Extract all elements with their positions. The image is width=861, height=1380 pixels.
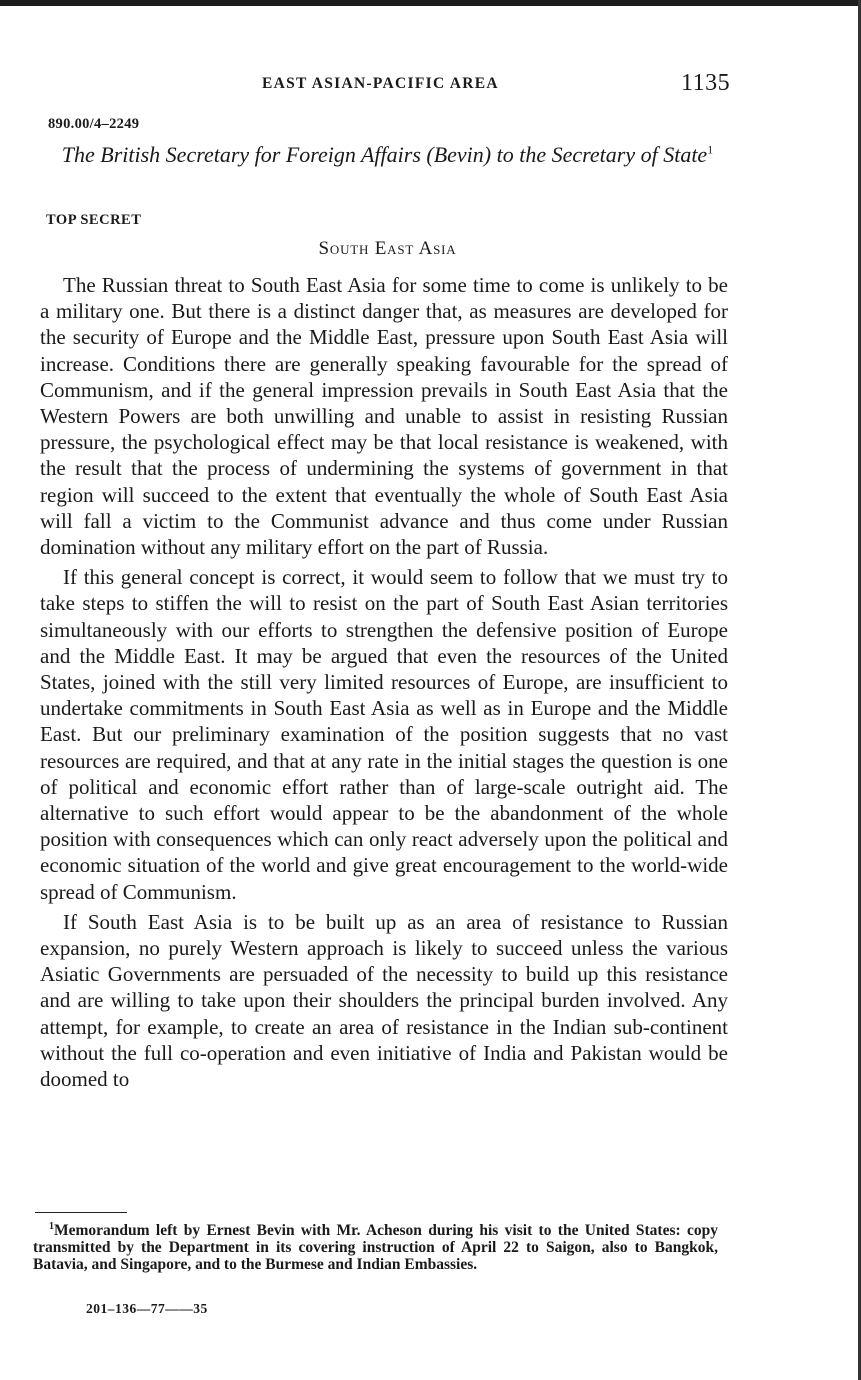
footnote-marker: 1: [49, 1220, 54, 1232]
body-text: [40, 272, 728, 1096]
document-title: [40, 141, 735, 169]
paragraph-1: The Russian threat to South East Asia for some time to come is unlikely to be a military one. But there is a distinct danger that, as measures are developed for the security of Europe and the Middle East, pressure upon South East Asia will increase. Conditions there are generally speaking favourable for the spread of Communism, and if the general impression prevails in South East Asia that the Western Powers are both unwilling and unable to assist in resisting Russian pressure, the psychological effect may be that local resistance is weakened, with the result that the process of undermining the systems of government in that region will succeed to the extent that eventually the whole of South East Asia will fall a victim to the Communist advance and thus come under Russian domination without any military effort on the part of Russia.: [40, 273, 728, 560]
section-heading: South East Asia: [318, 238, 457, 259]
running-title: EAST ASIAN-PACIFIC AREA: [262, 75, 499, 92]
title-footnote-marker[interactable]: 1: [707, 142, 714, 157]
paragraph-2: If this general concept is correct, it would seem to follow that we must try to take steps to stiffen the will to resist on the part of South East Asian territories simultaneously with our efforts to strengthen the defensive position of Europe and the Middle East. It may be argued that even the resources of the United States, joined with the still very limited resources of Europe, are insufficient to undertake commitments in South East Asia as well as in Europe and the Middle East. But our preliminary examination of the position suggests that no vast resources are required, and that at any rate in the initial stages the question is one of political and economic effort rather than of large-scale outright aid. The alternative to such effort would appear to be the abandonment of the whole position with consequences which can only react adversely upon the political and economic situation of the world and give great encouragement to the world-wide spread of Communism.: [40, 565, 728, 904]
paragraph-3: If South East Asia is to be built up as an area of resistance to Russian expansion, no purely Western approach is likely to succeed unless the various Asiatic Governments are persuaded of the necessity to build up this resistance and are willing to take upon their shoulders the principal burden involved. Any attempt, for example, to create an area of resistance in the Indian sub-continent without the full co-operation and even initiative of India and Pakistan would be doomed to: [40, 909, 728, 1092]
page-number: 1135: [681, 70, 731, 96]
print-code: 201–136—77——35: [86, 1301, 208, 1316]
classification-label: TOP SECRET: [46, 212, 142, 228]
file-number: 890.00/4–2249: [48, 116, 140, 132]
footnote-divider: [35, 1212, 127, 1213]
document-title-text: The British Secretary for Foreign Affairs (Bevin) to the Secretary of State: [61, 142, 708, 167]
footnote: [33, 1222, 718, 1273]
page-top-edge: [0, 0, 861, 6]
footnote-text: Memorandum left by Ernest Bevin with Mr. Acheson during his visit to the United States: copy transmitted by the Department in its covering instruction of April 22 to Saigon, also to Bangkok, Batavia, and Singapore, and to the Burmese and Indian Embassies.: [33, 1222, 718, 1273]
